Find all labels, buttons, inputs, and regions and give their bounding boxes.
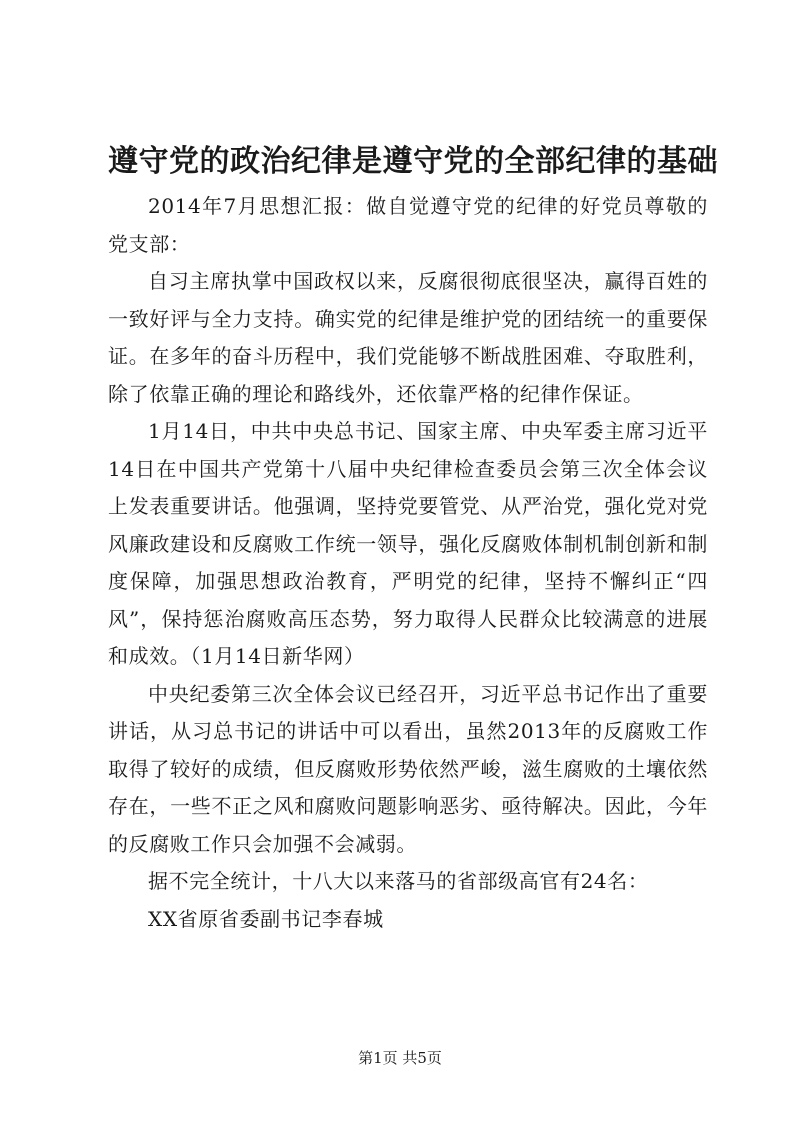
document-body xyxy=(108,188,708,938)
page-number-footer: 第1页 共5页 xyxy=(358,1049,442,1067)
document-title: 遵守党的政治纪律是遵守党的全部纪律的基础 xyxy=(108,144,718,179)
paragraph-analysis: 中央纪委第三次全体会议已经召开，习近平总书记作出了重要讲话，从习总书记的讲话中可以看出，虽然2013年的反腐败工作取得了较好的成绩，但反腐败形势依然严峻，滋生腐败的土壤依然存在，一些不正之风和腐败问题影响恶劣、亟待解决。因此，今年的反腐败工作只会加强不会减弱。 xyxy=(108,681,708,856)
paragraph-list-item: XX省原省委副书记李春城 xyxy=(148,906,384,931)
paragraph-speech: 1月14日，中共中央总书记、国家主席、中央军委主席习近平14日在中国共产党第十八届中央纪律检查委员会第三次全体会议上发表重要讲话。他强调，坚持党要管党、从严治党，强化党对党风廉政建设和反腐败工作统一领导，强化反腐败体制机制创新和制度保障，加强思想政治教育，严明党的纪律，坚持不懈纠正“四风”，保持惩治腐败高压态势，努力取得人民群众比较满意的进展和成效。（1月14日新华网） xyxy=(108,419,708,668)
paragraph-statistics: 据不完全统计，十八大以来落马的省部级高官有24名： xyxy=(148,869,649,893)
paragraph-intro: 自习主席执掌中国政权以来，反腐很彻底很坚决，赢得百姓的一致好评与全力支持。确实党的纪律是维护党的团结统一的重要保证。在多年的奋斗历程中，我们党能够不断战胜困难、夺取胜利，除了依靠正确的理论和路线外，还依靠严格的纪律作保证。 xyxy=(108,269,708,406)
paragraph-report-header: 2014年7月思想汇报：做自觉遵守党的纪律的好党员尊敬的党支部： xyxy=(108,194,708,256)
